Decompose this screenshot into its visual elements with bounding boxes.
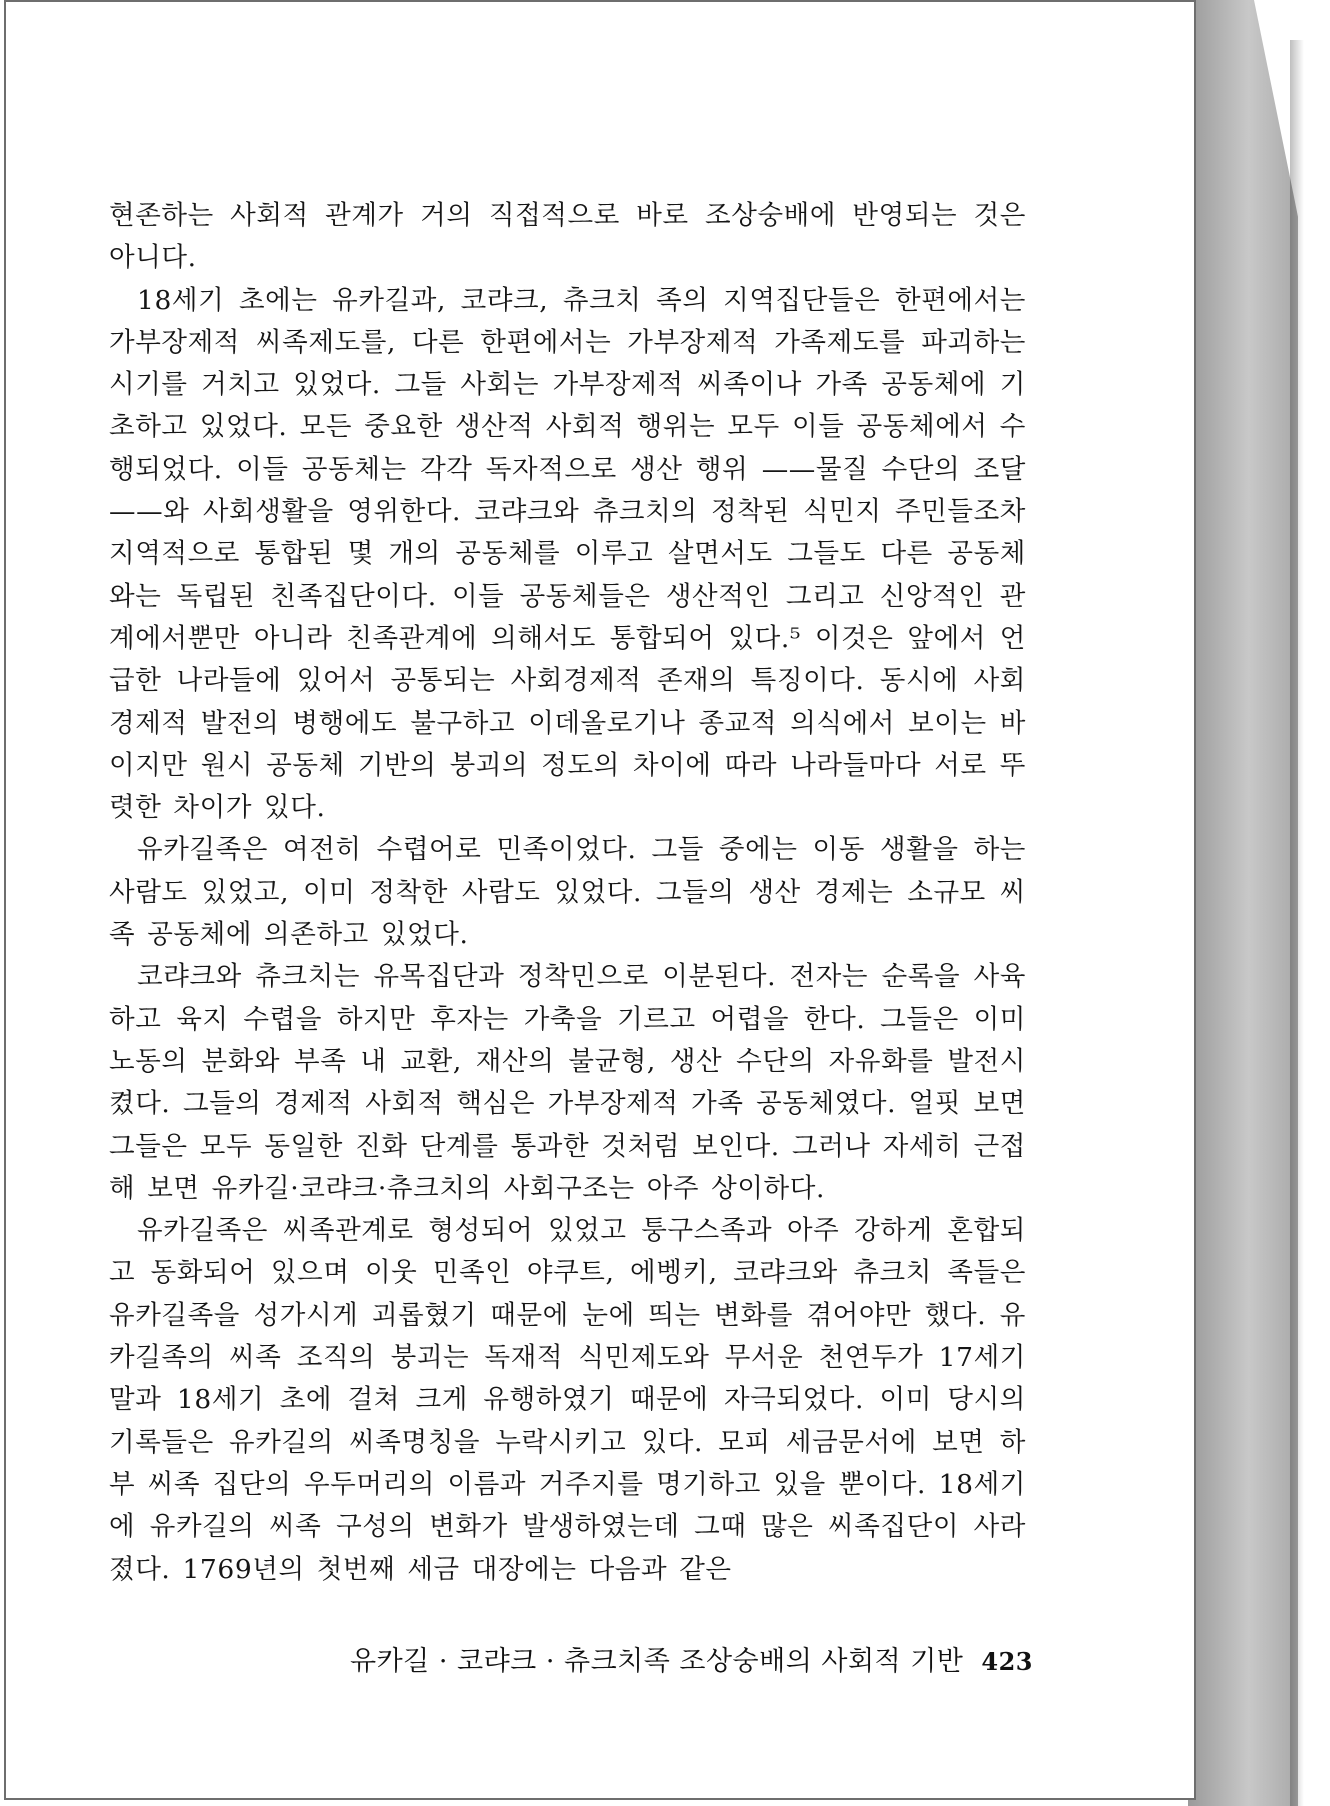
body-text — [109, 195, 1026, 1591]
book-page — [4, 0, 1196, 1800]
book-page-edge — [1188, 0, 1298, 1806]
page-number: 423 — [981, 1647, 1033, 1676]
running-title: 유카길 · 코랴크 · 츄크치족 조상숭배의 사회적 기반 — [350, 1646, 964, 1677]
page-footer — [350, 1639, 1033, 1678]
paragraph-1: 현존하는 사회적 관계가 거의 직접적으로 바로 조상숭배에 반영되는 것은 아니다. — [109, 200, 1026, 274]
paragraph-2: 18세기 초에는 유카길과, 코랴크, 츄크치 족의 지역집단들은 한편에서는 가부장제적 씨족제도를, 다른 한편에서는 가부장제적 가족제도를 파괴하는 시기를 거치고 있었다. 그들 사회는 가부장제적 씨족이나 가족 공동체에 기초하고 있었다. 모든 중요한 생산적 사회적 행위는 모두 이들 공동체에서 수행되었다. 이들 공동체는 각각 독자적으로 생산 행위 ——물질 수단의 조달——와 사회생활을 영위한다. 코랴크와 츄크치의 정착된 식민지 주민들조차 지역적으로 통합된 몇 개의 공동체를 이루고 살면서도 그들도 다른 공동체와는 독립된 친족집단이다. 이들 공동체들은 생산적인 그리고 신앙적인 관계에서뿐만 아니라 친족관계에 의해서도 통합되어 있다.⁵ 이것은 앞에서 언급한 나라들에 있어서 공통되는 사회경제적 존재의 특징이다. 동시에 사회경제적 발전의 병행에도 불구하고 이데올로기나 종교적 의식에서 보이는 바이지만 원시 공동체 기반의 붕괴의 정도의 차이에 따라 나라들마다 서로 뚜렷한 차이가 있다. — [109, 284, 1026, 824]
paragraph-4: 코랴크와 츄크치는 유목집단과 정착민으로 이분된다. 전자는 순록을 사육하고 육지 수렵을 하지만 후자는 가축을 기르고 어렵을 한다. 그들은 이미 노동의 분화와 부족 내 교환, 재산의 불균형, 생산 수단의 자유화를 발전시켰다. 그들의 경제적 사회적 핵심은 가부장제적 가족 공동체였다. 얼핏 보면 그들은 모두 동일한 진화 단계를 통과한 것처럼 보인다. 그러나 자세히 근접해 보면 유카길·코랴크·츄크치의 사회구조는 아주 상이하다. — [109, 961, 1026, 1204]
page-shadow — [1290, 40, 1304, 1806]
paragraph-3: 유카길족은 여전히 수렵어로 민족이었다. 그들 중에는 이동 생활을 하는 사람도 있었고, 이미 정착한 사람도 있었다. 그들의 생산 경제는 소규모 씨족 공동체에 의존하고 있었다. — [109, 834, 1026, 951]
paragraph-5: 유카길족은 씨족관계로 형성되어 있었고 퉁구스족과 아주 강하게 혼합되고 동화되어 있으며 이웃 민족인 야쿠트, 에벵키, 코랴크와 츄크치 족들은 유카길족을 성가시게 괴롭혔기 때문에 눈에 띄는 변화를 겪어야만 했다. 유카길족의 씨족 조직의 붕괴는 독재적 식민제도와 무서운 천연두가 17세기 말과 18세기 초에 걸쳐 크게 유행하였기 때문에 자극되었다. 이미 당시의 기록들은 유카길의 씨족명칭을 누락시키고 있다. 모피 세금문서에 보면 하부 씨족 집단의 우두머리의 이름과 거주지를 명기하고 있을 뿐이다. 18세기에 유카길의 씨족 구성의 변화가 발생하였는데 그때 많은 씨족집단이 사라졌다. 1769년의 첫번째 세금 대장에는 다음과 같은 — [109, 1215, 1026, 1585]
